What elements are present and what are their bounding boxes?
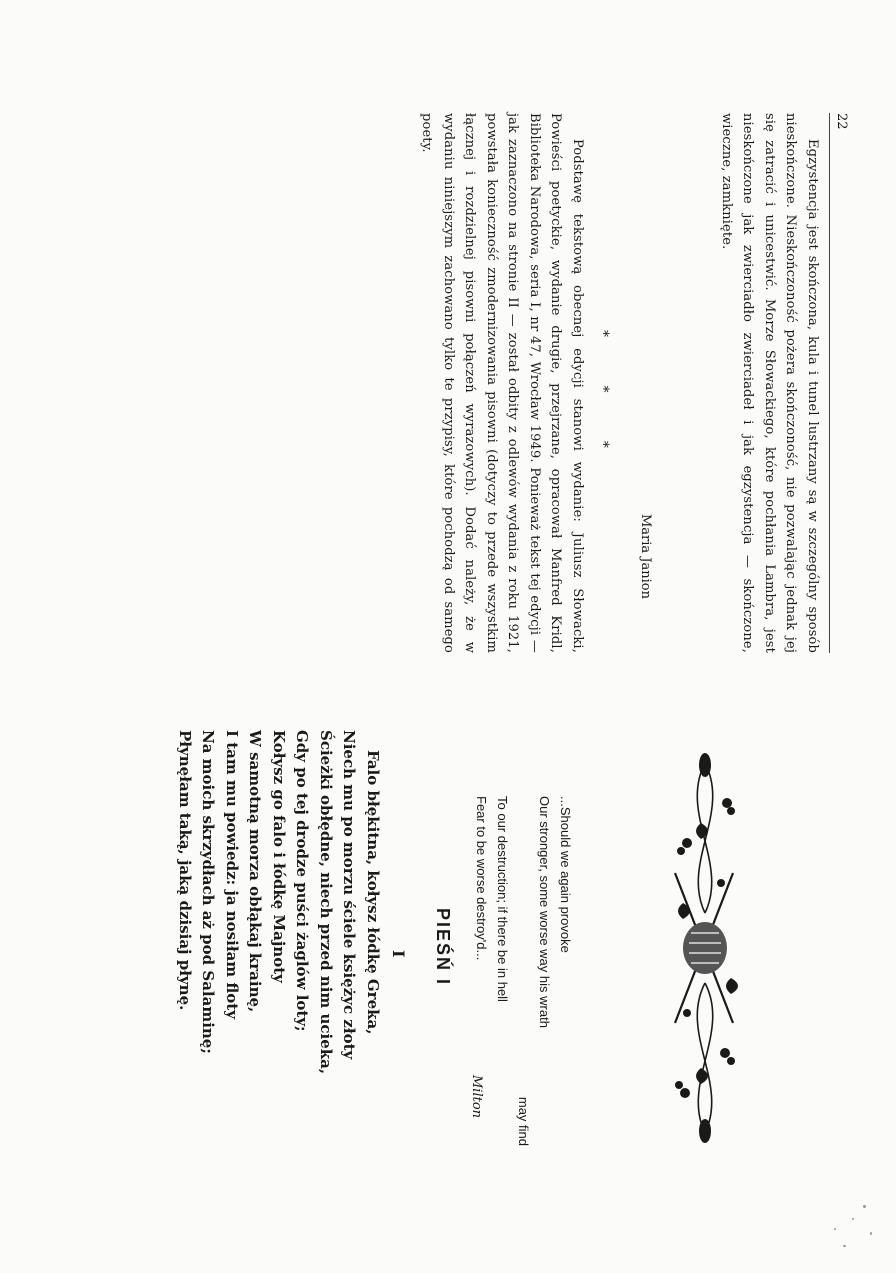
epigraph-line: Fear to be worse destroy'd...	[474, 796, 489, 961]
poem-line: Kołysz go falo i łódkę Majnoty	[270, 730, 288, 983]
lyre-vine-ornament-icon	[649, 753, 761, 1143]
canto-title: PIEŚŃ I	[433, 908, 453, 987]
scan-speck	[834, 1228, 836, 1230]
epigraph-author: Milton	[469, 1075, 484, 1119]
poem-line: Gdy po tej drodze puści żaglów loty;	[293, 730, 312, 1032]
poem-line: Na moich skrzydłach aż pod Salaminę;	[199, 730, 218, 1054]
essay-paragraph: Egzystencja jest skończona, kula i tunel lustrzany są w szczególny sposób nieskończone. Nieskończoność pożera skończoność, nie pozwalając jednak jej się zatracić i unicestwić. Morze Słowackiego, które pochłania Lambra, jest nieskończone jak zwierciadło zwierciadeł i jak egzystencja — skończone, wieczne, zamknięte.	[719, 113, 820, 653]
epigraph-line: ...Should we again provoke	[558, 796, 573, 953]
editorial-note	[416, 113, 588, 653]
page-number: 22	[834, 113, 849, 130]
epigraph-line: Our stronger, some worse way his wrath	[537, 796, 552, 1028]
poem-line: Ścieżki obłędne, niech przed nim ucieka,	[317, 730, 335, 1075]
epigraph-line: To our destruction; if there be in hell	[495, 796, 510, 1002]
essay-closing-paragraph	[716, 113, 824, 653]
poem-stanza	[173, 730, 385, 1190]
canto-section-number: I	[389, 950, 408, 958]
section-separator: * * *	[595, 330, 611, 470]
essay-signature: Maria Janion	[638, 514, 653, 600]
poem-line: Falo błękitna, kołysz łódkę Greka,	[364, 750, 382, 1035]
poem-line: W samotną morza obłąkaj krainę,	[246, 730, 265, 1013]
scan-speck	[852, 1218, 854, 1220]
editorial-note-text: Podstawę tekstową obecnej edycji stanowi wydanie: Juliusz Słowacki, Powieści poetyckie, wydanie drugie, przejrzane, opracował Manfred Kridl, Biblioteka Narodowa, seria I, nr 47, Wrocław 1949. Ponieważ tekst tej edycji — jak zaznaczono na stronie II — został odbity z odlewów wydania z roku 1921, powstała konieczność zmodernizowania pisowni (dotyczy to przede wszystkim łącznej i rozdzielnej pisowni połączeń wyrazowych). Dodać należy, że w wydaniu niniejszym zachowano tylko te przypisy, które pochodzą od samego poety.	[419, 113, 585, 653]
scan-speck	[843, 1245, 846, 1247]
scan-speck	[870, 1232, 872, 1235]
poem-line: Płynęłam taką, jaką dzisiaj płynę.	[176, 730, 194, 1011]
poem-line: I tam mu powiedz: ja nosiłam floty	[223, 730, 241, 1019]
poem-line: Niech mu po morzu ściele księżyc złoty	[340, 730, 359, 1060]
epigraph	[471, 796, 576, 1146]
scan-speck	[863, 1205, 866, 1208]
header-rule	[829, 113, 830, 653]
epigraph-line: may find	[516, 1096, 531, 1146]
